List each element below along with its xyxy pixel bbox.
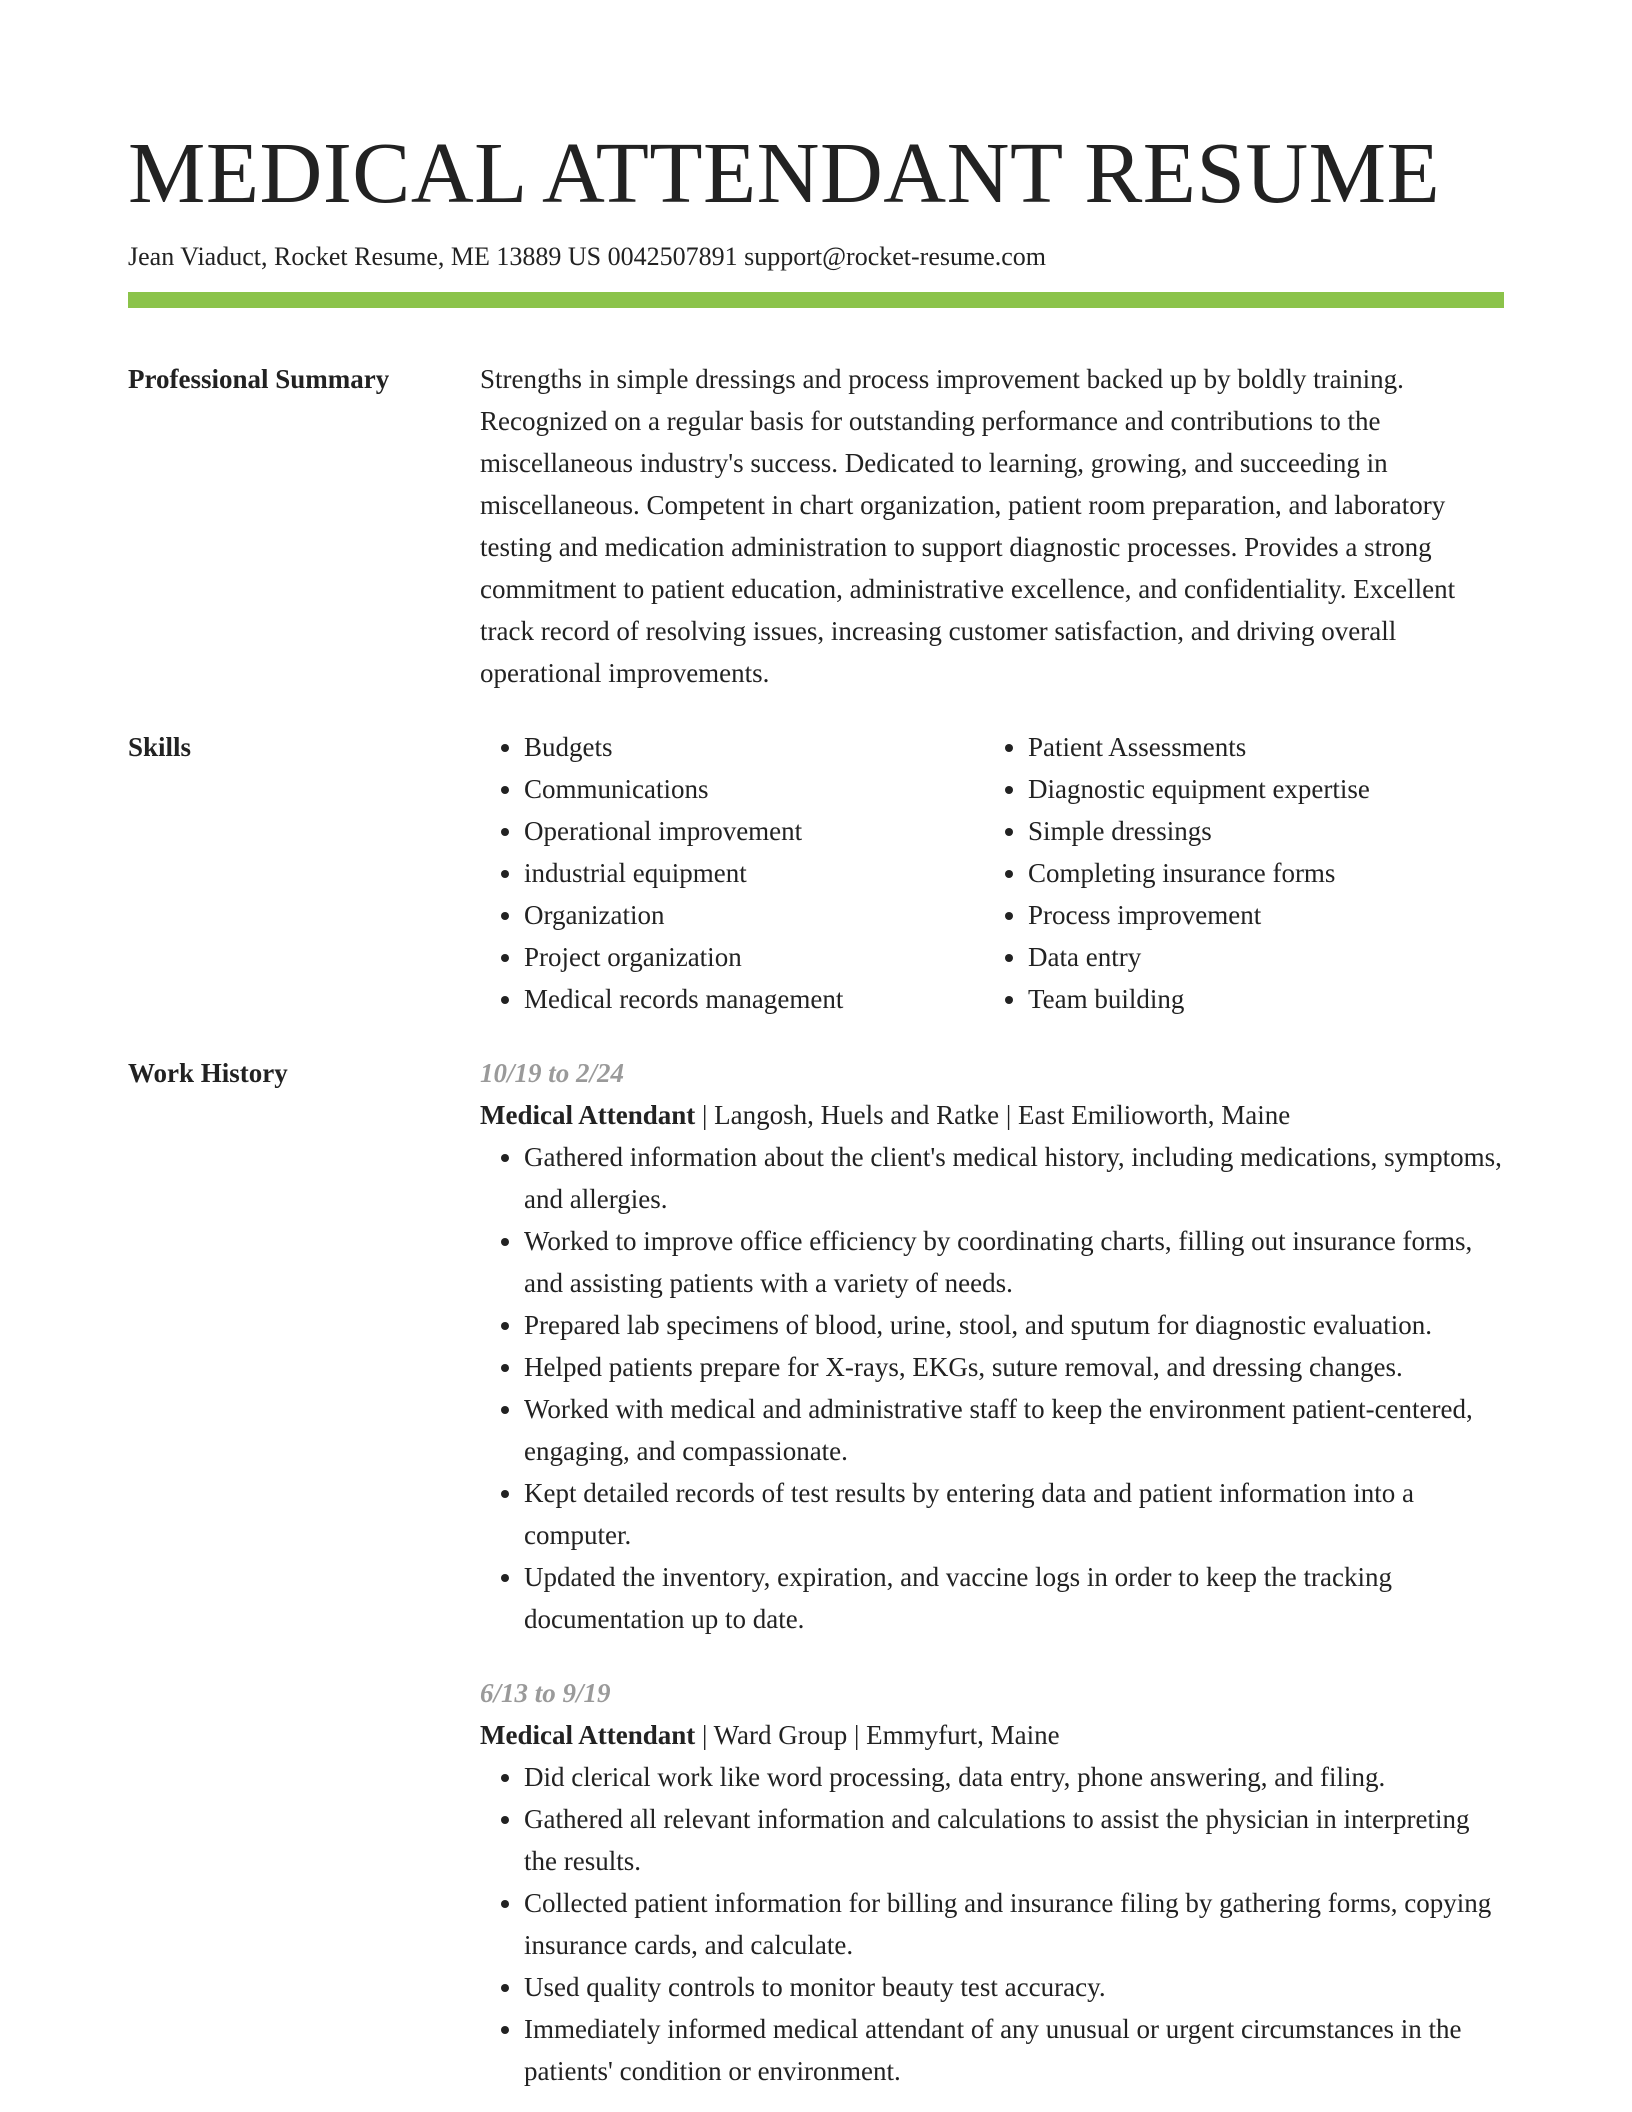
skills-list-left (480, 726, 984, 1020)
skills-columns (480, 726, 1504, 1020)
skill-item: • Project organization (524, 936, 984, 978)
job-bullet: • Updated the inventory, expiration, and vaccine logs in order to keep the tracking documentation up to date. (524, 1556, 1504, 1640)
job-header (480, 1714, 1504, 1756)
job-bullet: • Gathered all relevant information and calculations to assist the physician in interpreting the results. (524, 1798, 1504, 1882)
skill-item: • Simple dressings (1028, 810, 1488, 852)
job-details: | Langosh, Huels and Ratke | East Emilioworth, Maine (695, 1100, 1291, 1130)
skill-item: • Communications (524, 768, 984, 810)
job-bullet: • Did clerical work like word processing, data entry, phone answering, and filing. (524, 1756, 1504, 1798)
resume-title: MEDICAL ATTENDANT RESUME (128, 124, 1441, 221)
skills-column-right (984, 726, 1488, 1020)
job-entry (480, 1672, 1504, 2092)
job-bullet: • Immediately informed medical attendant of any unusual or urgent circumstances in the patients' condition or environment. (524, 2008, 1504, 2092)
work-history-body (480, 1052, 1504, 2092)
job-title: Medical Attendant (480, 1100, 696, 1130)
job-dates: 10/19 to 2/24 (480, 1058, 625, 1088)
skill-item: • Process improvement (1028, 894, 1488, 936)
skill-item: • Team building (1028, 978, 1488, 1020)
skill-item: • industrial equipment (524, 852, 984, 894)
skill-item: • Diagnostic equipment expertise (1028, 768, 1488, 810)
job-bullet: • Kept detailed records of test results by entering data and patient information into a computer. (524, 1472, 1504, 1556)
job-bullet: • Helped patients prepare for X-rays, EKGs, suture removal, and dressing changes. (524, 1346, 1504, 1388)
job-bullet: • Used quality controls to monitor beauty test accuracy. (524, 1966, 1504, 2008)
skill-item: • Completing insurance forms (1028, 852, 1488, 894)
job-bullet: • Prepared lab specimens of blood, urine, stool, and sputum for diagnostic evaluation. (524, 1304, 1504, 1346)
professional-summary-section (128, 358, 1504, 694)
job-bullet-list (480, 1136, 1504, 1640)
skills-section (128, 726, 1504, 1020)
skill-item: • Organization (524, 894, 984, 936)
job-bullet: • Worked with medical and administrative staff to keep the environment patient-centered, engaging, and compassionate. (524, 1388, 1504, 1472)
skill-item: • Budgets (524, 726, 984, 768)
skill-item: • Patient Assessments (1028, 726, 1488, 768)
section-label-summary: Professional Summary (128, 364, 390, 394)
summary-text: Strengths in simple dressings and process improvement backed up by boldly training. Recognized on a regular basis for outstanding performance and contributions to the miscellaneous industry's success. Dedicated to learning, growing, and succeeding in miscellaneous. Competent in chart organization, patient room preparation, and laboratory testing and medication administration to support diagnostic processes. Provides a strong commitment to patient education, administrative excellence, and confidentiality. Excellent track record of resolving issues, increasing customer satisfaction, and driving overall operational improvements. (480, 364, 1456, 688)
skill-item: • Medical records management (524, 978, 984, 1020)
job-entry (480, 1052, 1504, 1640)
skill-item: • Data entry (1028, 936, 1488, 978)
job-details: | Ward Group | Emmyfurt, Maine (695, 1720, 1060, 1750)
contact-line: Jean Viaduct, Rocket Resume, ME 13889 US 0042507891 support@rocket-resume.com (128, 242, 1047, 271)
header-divider (128, 292, 1504, 308)
section-label-work: Work History (128, 1058, 288, 1088)
job-bullet: • Worked to improve office efficiency by coordinating charts, filling out insurance forms, and assisting patients with a variety of needs. (524, 1220, 1504, 1304)
job-bullet: • Gathered information about the client's medical history, including medications, symptoms, and allergies. (524, 1136, 1504, 1220)
skill-item: • Operational improvement (524, 810, 984, 852)
skills-list-right (984, 726, 1488, 1020)
work-history-section (128, 1052, 1504, 2092)
job-title: Medical Attendant (480, 1720, 696, 1750)
job-bullet: • Collected patient information for billing and insurance filing by gathering forms, copying insurance cards, and calculate. (524, 1882, 1504, 1966)
section-label-skills: Skills (128, 732, 192, 762)
job-header (480, 1094, 1504, 1136)
skills-column-left (480, 726, 984, 1020)
job-bullet-list (480, 1756, 1504, 2092)
job-dates: 6/13 to 9/19 (480, 1678, 611, 1708)
